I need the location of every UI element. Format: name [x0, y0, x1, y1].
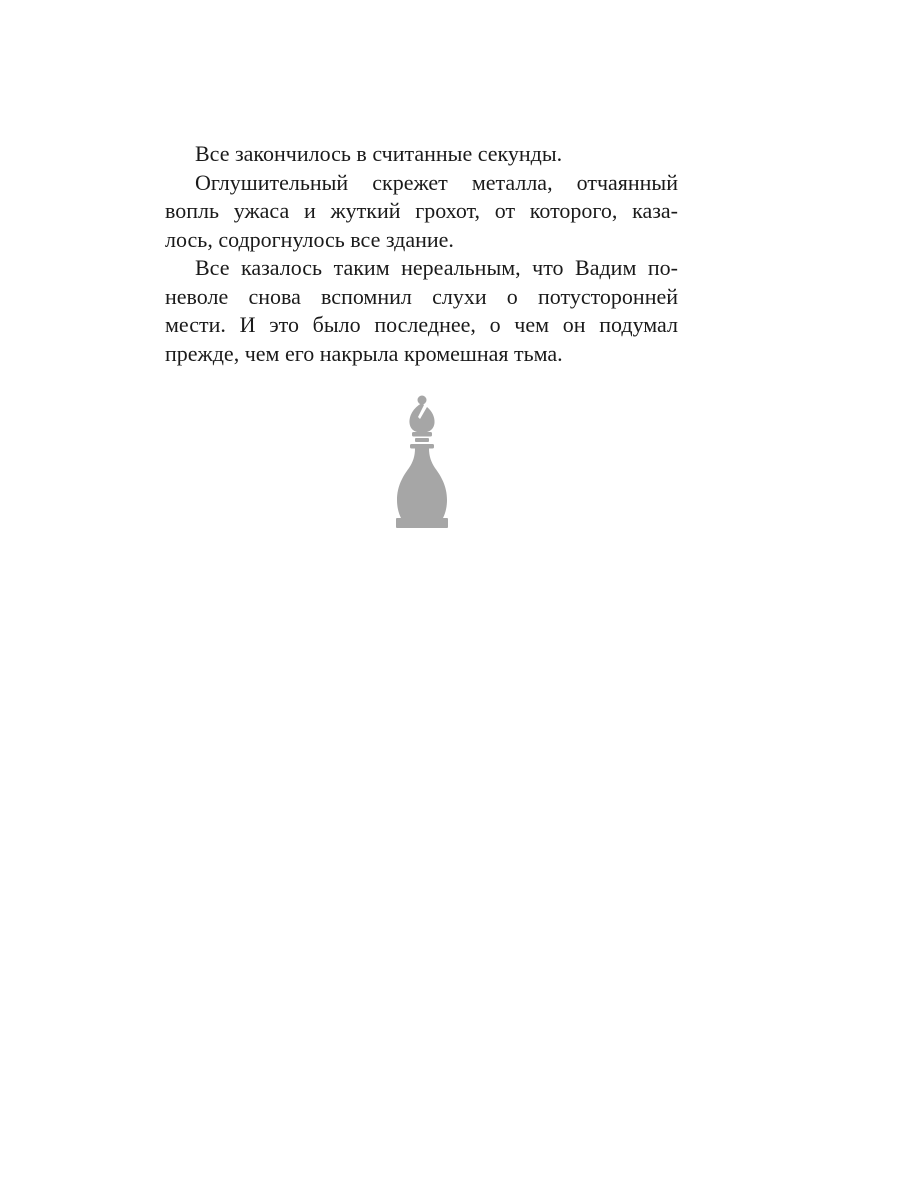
paragraph-1-line-1: Все закончилось в считанные секунды.: [195, 141, 563, 166]
paragraph-2-line-3: лось, содрогнулось все здание.: [165, 226, 454, 252]
paragraph-3-line-1: Все казалось таким нереальным, что Вадим по-: [195, 255, 678, 280]
paragraph-2-line-2: вопль ужаса и жуткий грохот, от которого, каза-: [165, 198, 678, 223]
paragraph-2-line-1: Оглушительный скрежет металла, отчаянный: [195, 169, 678, 195]
paragraph-3-line-2: неволе снова вспомнил слухи о потусторонней: [165, 283, 678, 309]
paragraph-3-line-4: прежде, чем его накрыла кромешная тьма.: [165, 340, 563, 366]
text-body: [165, 140, 678, 368]
chess-bishop-icon: [393, 394, 451, 528]
paragraph-3-line-3: мести. И это было последнее, о чем он подумал: [165, 312, 678, 337]
